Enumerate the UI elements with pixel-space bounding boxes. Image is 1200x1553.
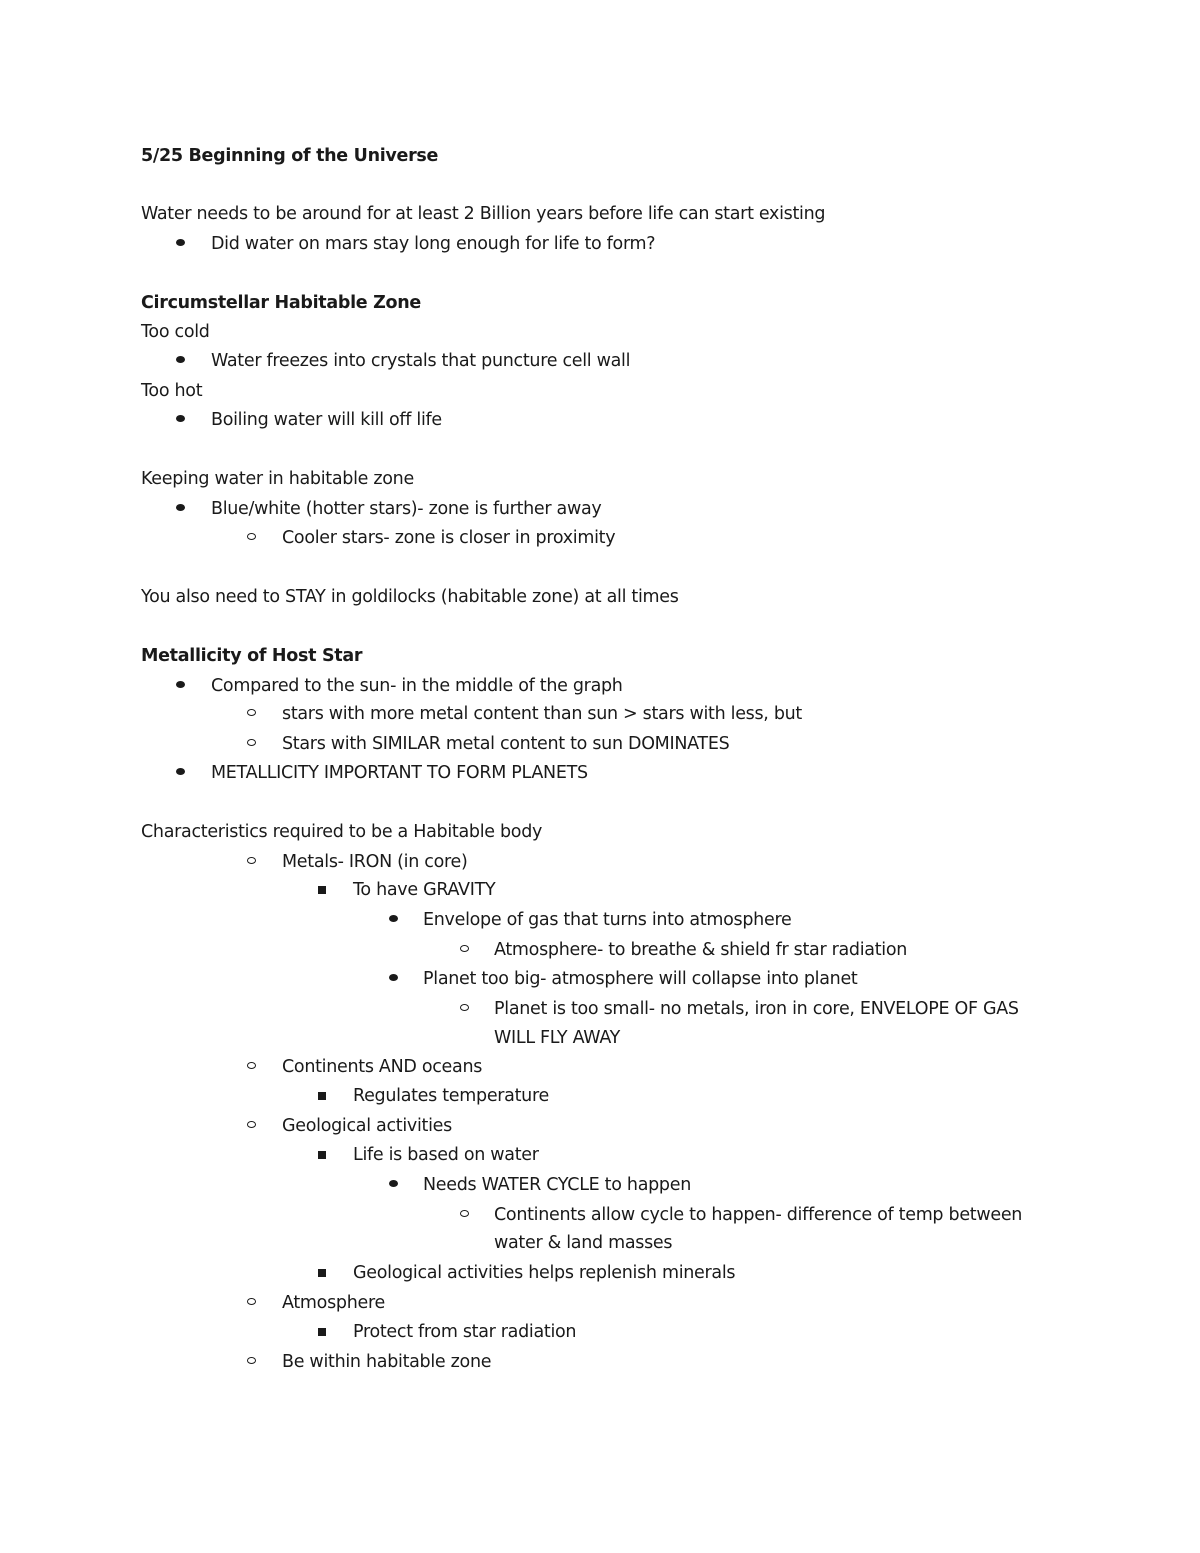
bullet-circle-icon xyxy=(247,709,256,716)
bullet-text: Continents allow cycle to happen- difference of temp between xyxy=(494,1205,1023,1225)
text-line: Water needs to be around for at least 2 Billion years before life can start existing xyxy=(141,204,826,224)
bullet-square-icon xyxy=(318,1092,326,1100)
bullet-disc-icon xyxy=(389,915,398,922)
bullet-circle-icon xyxy=(247,1121,256,1128)
bullet-text: METALLICITY IMPORTANT TO FORM PLANETS xyxy=(211,763,588,783)
bullet-text: Regulates temperature xyxy=(353,1086,549,1106)
bullet-square-icon xyxy=(318,1269,326,1277)
bullet-text: stars with more metal content than sun > stars with less, but xyxy=(282,704,802,724)
bullet-text: Atmosphere- to breathe & shield fr star radiation xyxy=(494,940,908,960)
bullet-text: Geological activities xyxy=(282,1116,452,1136)
bullet-circle-icon xyxy=(247,1357,256,1364)
bullet-text: Geological activities helps replenish minerals xyxy=(353,1263,736,1283)
bullet-disc-icon xyxy=(389,1180,398,1187)
bullet-text: Protect from star radiation xyxy=(353,1322,577,1342)
bullet-text-continued: water & land masses xyxy=(494,1233,673,1253)
bullet-text-continued: WILL FLY AWAY xyxy=(494,1028,621,1048)
text-line: Too cold xyxy=(141,322,210,342)
bullet-text: Cooler stars- zone is closer in proximity xyxy=(282,528,616,548)
bullet-circle-icon xyxy=(247,1062,256,1069)
text-line: Keeping water in habitable zone xyxy=(141,469,414,489)
bullet-text: Blue/white (hotter stars)- zone is further away xyxy=(211,499,602,519)
bullet-circle-icon xyxy=(247,533,256,540)
bullet-text: Atmosphere xyxy=(282,1293,385,1313)
text-line: You also need to STAY in goldilocks (habitable zone) at all times xyxy=(141,587,679,607)
bullet-disc-icon xyxy=(389,974,398,981)
text-line: Characteristics required to be a Habitable body xyxy=(141,822,543,842)
bullet-disc-icon xyxy=(176,239,185,246)
bullet-square-icon xyxy=(318,886,326,894)
bullet-circle-icon xyxy=(460,1210,469,1217)
text-line: Too hot xyxy=(141,381,203,401)
bullet-circle-icon xyxy=(247,739,256,746)
bullet-disc-icon xyxy=(176,768,185,775)
bullet-text: Metals- IRON (in core) xyxy=(282,852,468,872)
bullet-text: Envelope of gas that turns into atmosphere xyxy=(423,910,792,930)
bullet-text: Boiling water will kill off life xyxy=(211,410,442,430)
bullet-text: Water freezes into crystals that puncture cell wall xyxy=(211,351,631,371)
bullet-text: Continents AND oceans xyxy=(282,1057,483,1077)
bullet-circle-icon xyxy=(247,1298,256,1305)
bullet-disc-icon xyxy=(176,504,185,511)
bullet-circle-icon xyxy=(460,945,469,952)
bullet-disc-icon xyxy=(176,415,185,422)
bullet-circle-icon xyxy=(460,1004,469,1011)
document-title: 5/25 Beginning of the Universe xyxy=(141,146,439,166)
bullet-square-icon xyxy=(318,1328,326,1336)
bullet-text: Planet too big- atmosphere will collapse into planet xyxy=(423,969,858,989)
bullet-circle-icon xyxy=(247,857,256,864)
bullet-disc-icon xyxy=(176,681,185,688)
bullet-text: Needs WATER CYCLE to happen xyxy=(423,1175,691,1195)
bullet-square-icon xyxy=(318,1151,326,1159)
bullet-text: Did water on mars stay long enough for life to form? xyxy=(211,234,656,254)
bullet-text: To have GRAVITY xyxy=(353,880,496,900)
bullet-text: Compared to the sun- in the middle of the graph xyxy=(211,676,623,696)
bullet-text: Stars with SIMILAR metal content to sun DOMINATES xyxy=(282,734,730,754)
section-heading: Metallicity of Host Star xyxy=(141,646,363,666)
bullet-disc-icon xyxy=(176,356,185,363)
bullet-text: Life is based on water xyxy=(353,1145,539,1165)
section-heading: Circumstellar Habitable Zone xyxy=(141,293,421,313)
bullet-text: Planet is too small- no metals, iron in core, ENVELOPE OF GAS xyxy=(494,999,1019,1019)
bullet-text: Be within habitable zone xyxy=(282,1352,492,1372)
